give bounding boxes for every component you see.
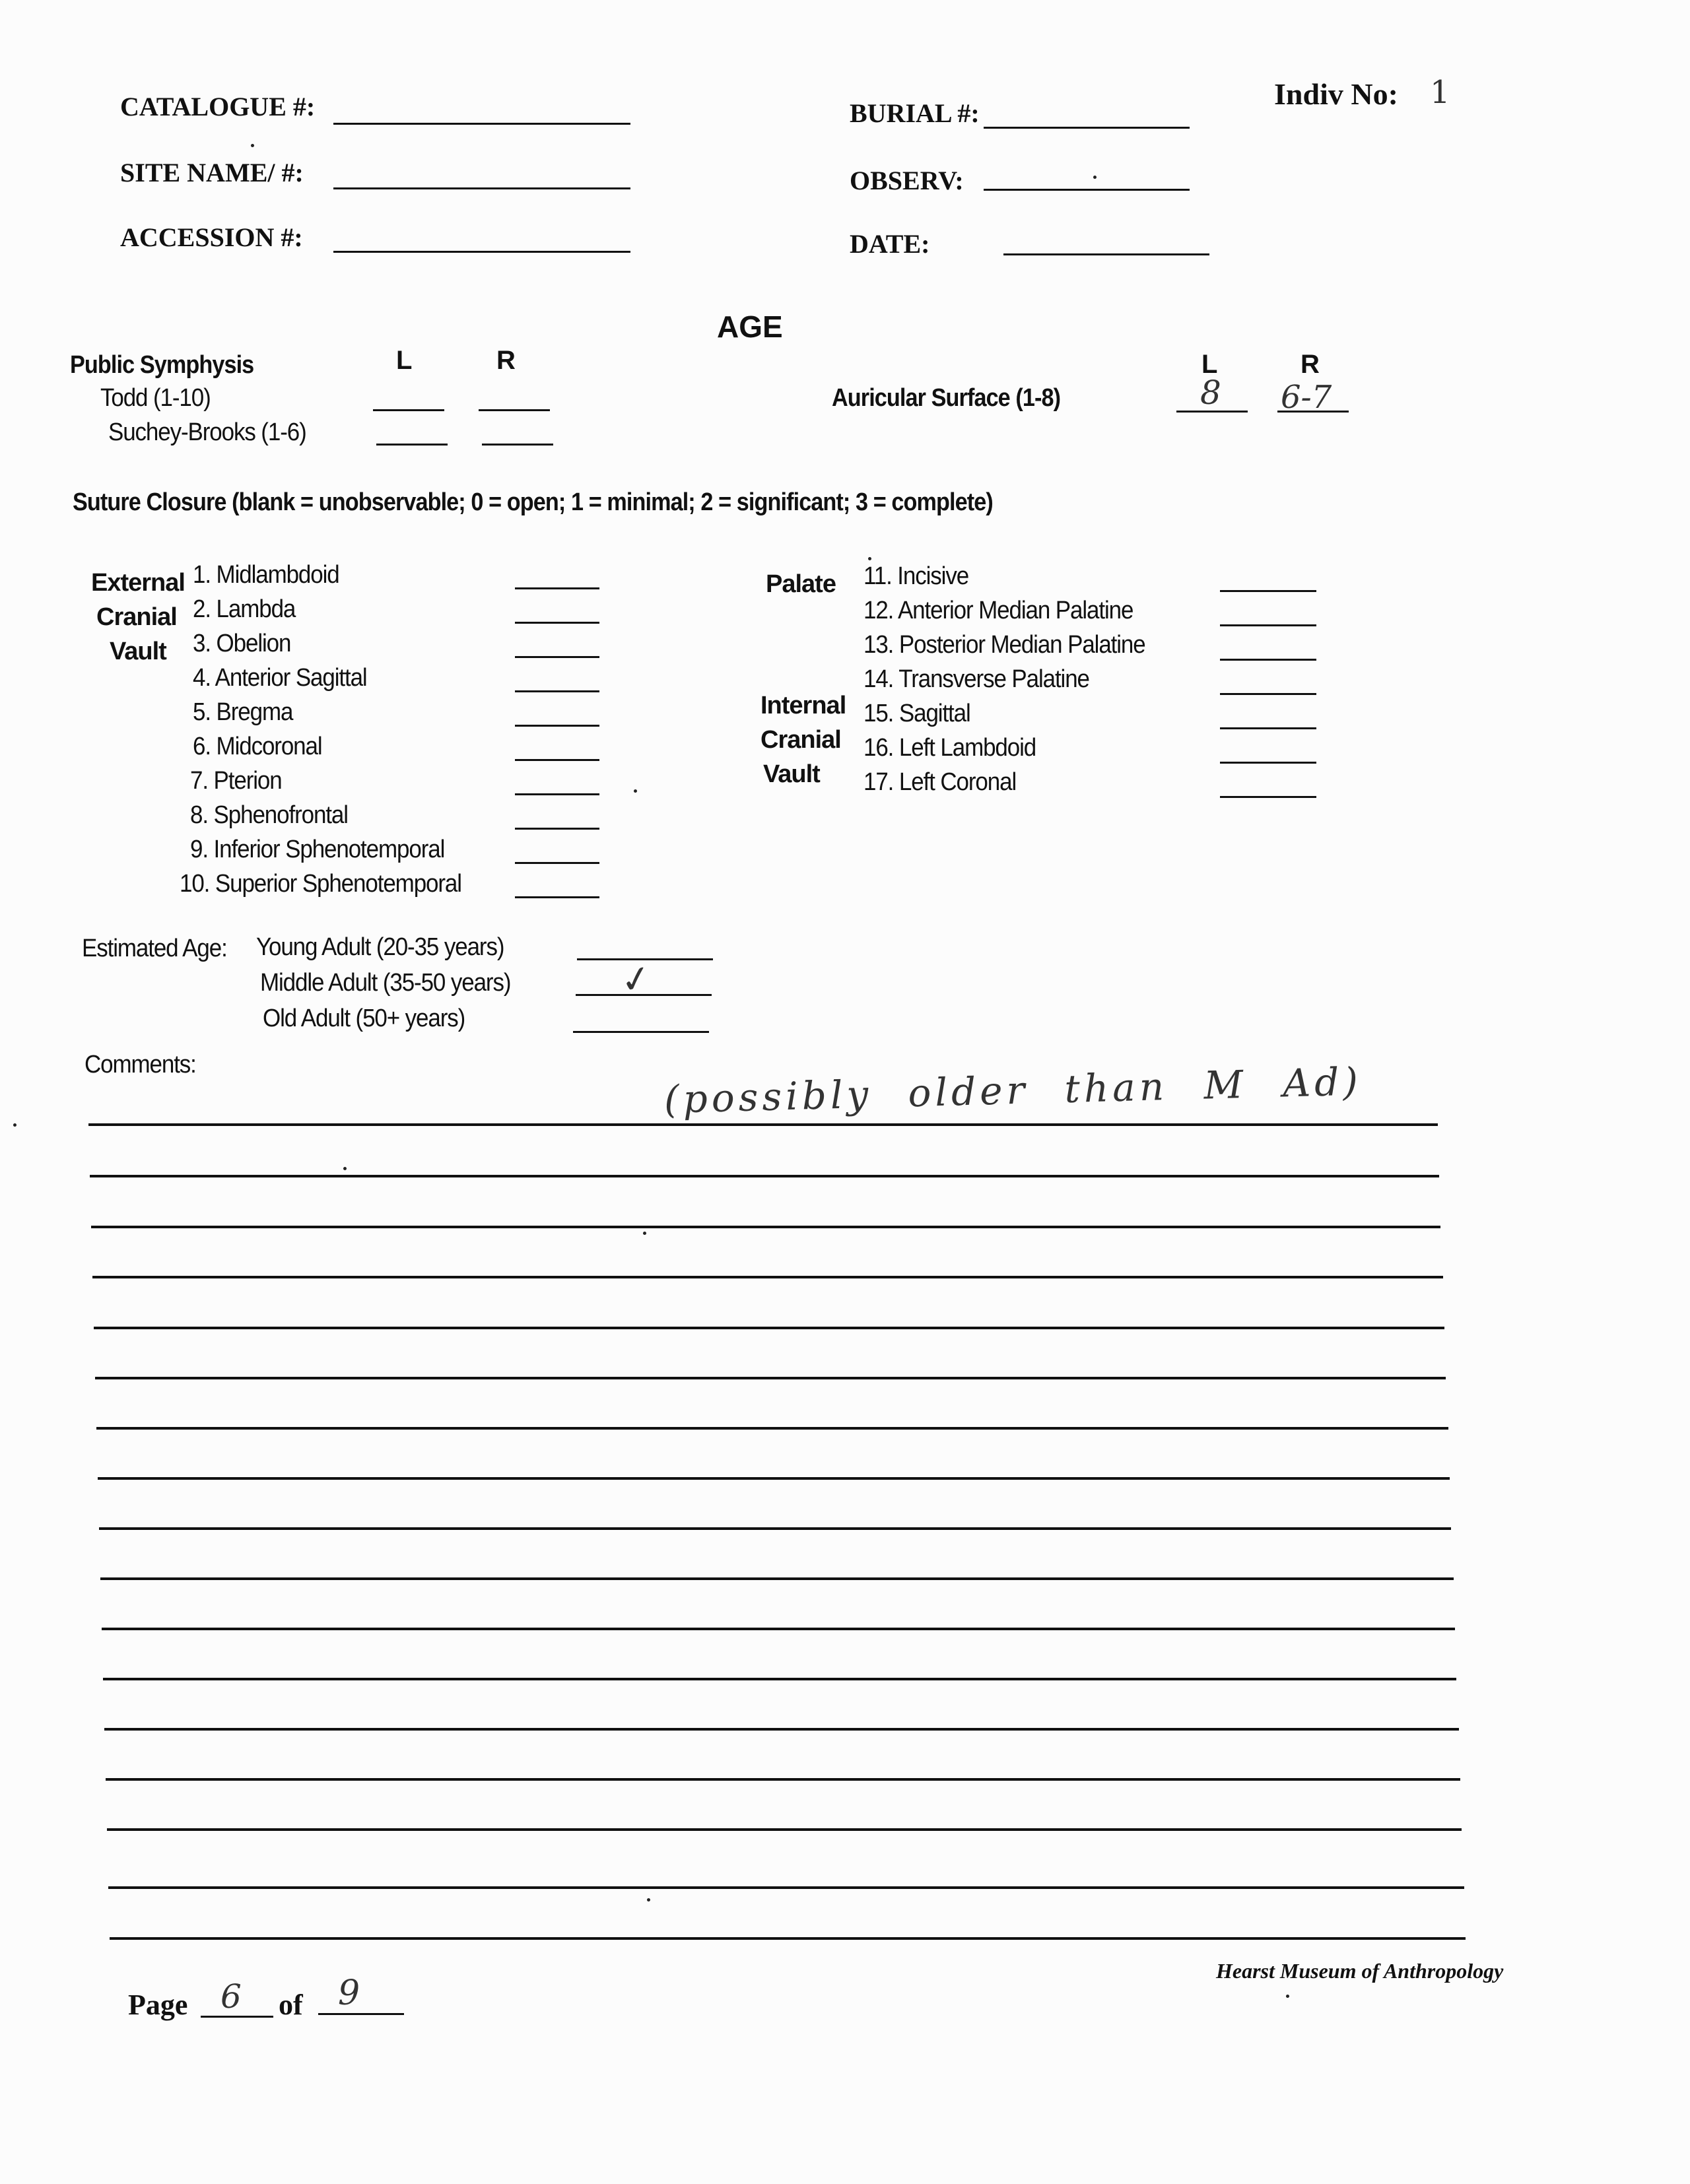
scan-speck (1093, 176, 1097, 179)
suture-5-field[interactable] (515, 725, 599, 727)
catalogue-field[interactable] (333, 123, 630, 125)
page-number-value: 6 (220, 1977, 242, 2016)
site-name-label: SITE NAME/ #: (120, 158, 304, 187)
suture-13-field[interactable] (1220, 659, 1316, 661)
suture-3-field[interactable] (515, 656, 599, 658)
auricular-l-value: 8 (1200, 374, 1221, 412)
todd-l-field[interactable] (373, 409, 444, 411)
comment-line[interactable] (92, 1276, 1443, 1278)
suture-item-13: 13. Posterior Median Palatine (863, 631, 1145, 659)
auricular-col-l: L (1201, 350, 1218, 379)
catalogue-label: CATALOGUE #: (120, 92, 316, 121)
suture-9-field[interactable] (515, 862, 599, 864)
scan-speck (868, 557, 871, 560)
scan-speck (643, 1232, 646, 1235)
suture-item-8: 8. Sphenofrontal (190, 801, 348, 829)
indiv-no-value: 1 (1430, 74, 1450, 111)
burial-field[interactable] (984, 127, 1190, 129)
comment-line[interactable] (108, 1886, 1464, 1889)
comment-line[interactable] (96, 1427, 1448, 1430)
suture-6-field[interactable] (515, 759, 599, 761)
comment-line[interactable] (107, 1828, 1462, 1831)
suture-12-field[interactable] (1220, 624, 1316, 626)
suture-item-11: 11. Incisive (863, 562, 969, 590)
scan-speck (647, 1898, 650, 1902)
comment-line[interactable] (100, 1577, 1454, 1580)
date-label: DATE: (850, 229, 930, 259)
external-label: External (91, 569, 185, 597)
suture-item-12: 12. Anterior Median Palatine (863, 597, 1133, 624)
suture-item-9: 9. Inferior Sphenotemporal (190, 836, 445, 863)
palate-label: Palate (766, 570, 836, 598)
suture-7-field[interactable] (515, 793, 599, 795)
comment-handwritten: (possibly older than M Ad) (663, 1059, 1363, 1122)
suture-8-field[interactable] (515, 828, 599, 830)
pubic-col-r: R (496, 346, 516, 375)
todd-r-field[interactable] (479, 409, 550, 411)
young-adult-option: Young Adult (20-35 years) (256, 933, 504, 961)
old-adult-option: Old Adult (50+ years) (263, 1005, 465, 1032)
middle-adult-option: Middle Adult (35-50 years) (260, 969, 511, 997)
museum-name: Hearst Museum of Anthropology (1216, 1959, 1504, 1983)
suchey-r-field[interactable] (482, 444, 553, 446)
comment-line[interactable] (98, 1477, 1450, 1480)
suture-closure-heading: Suture Closure (blank = unobservable; 0 = open; 1 = minimal; 2 = significant; 3 = complete) (73, 488, 993, 516)
comment-line[interactable] (102, 1628, 1455, 1630)
suture-11-field[interactable] (1220, 590, 1316, 592)
comments-label: Comments: (84, 1051, 196, 1078)
burial-label: BURIAL #: (850, 98, 980, 128)
scan-speck (343, 1167, 347, 1170)
comment-line[interactable] (88, 1123, 1438, 1126)
site-name-field[interactable] (333, 187, 630, 189)
pubic-symphysis-label: Public Symphysis (70, 351, 254, 379)
date-field[interactable] (1003, 253, 1209, 255)
comment-line[interactable] (104, 1728, 1459, 1731)
observ-label: OBSERV: (850, 166, 964, 195)
suture-17-field[interactable] (1220, 796, 1316, 798)
suture-2-field[interactable] (515, 622, 599, 624)
suture-item-7: 7. Pterion (190, 767, 282, 795)
cranial-label: Cranial (96, 603, 177, 631)
internal-label: Internal (760, 692, 846, 719)
comment-line[interactable] (90, 1175, 1439, 1177)
todd-label: Todd (1-10) (100, 384, 211, 412)
suture-item-6: 6. Midcoronal (193, 733, 322, 760)
of-label: of (279, 1989, 303, 2021)
suture-14-field[interactable] (1220, 693, 1316, 695)
page-number-field[interactable] (201, 2016, 273, 2018)
suture-item-10: 10. Superior Sphenotemporal (180, 870, 461, 898)
comment-line[interactable] (110, 1937, 1466, 1940)
auricular-surface-label: Auricular Surface (1-8) (832, 384, 1061, 412)
suchey-brooks-label: Suchey-Brooks (1-6) (108, 418, 306, 446)
suture-15-field[interactable] (1220, 727, 1316, 729)
scan-speck (251, 144, 254, 147)
accession-label: ACCESSION #: (120, 222, 303, 252)
auricular-r-value: 6-7 (1281, 379, 1332, 416)
suchey-l-field[interactable] (376, 444, 448, 446)
comment-line[interactable] (95, 1377, 1446, 1379)
suture-item-3: 3. Obelion (193, 630, 291, 657)
vault-label: Vault (110, 638, 166, 665)
suture-10-field[interactable] (515, 896, 599, 898)
suture-item-16: 16. Left Lambdoid (863, 734, 1036, 762)
comment-line[interactable] (106, 1778, 1460, 1781)
suture-item-2: 2. Lambda (193, 595, 296, 623)
page-label: Page (128, 1989, 188, 2021)
suture-item-14: 14. Transverse Palatine (863, 665, 1089, 693)
suture-1-field[interactable] (515, 587, 599, 589)
indiv-no-label: Indiv No: (1274, 77, 1398, 111)
suture-item-1: 1. Midlambdoid (193, 561, 339, 589)
scan-speck (1286, 1995, 1289, 1998)
comment-line[interactable] (103, 1678, 1456, 1680)
auricular-col-r: R (1301, 350, 1320, 379)
page-total-value: 9 (338, 1973, 360, 2013)
internal-vault-label: Vault (763, 760, 820, 788)
observ-field[interactable] (984, 189, 1190, 191)
scan-speck (13, 1123, 17, 1127)
age-title: AGE (717, 310, 783, 344)
middle-adult-checkmark: ✓ (617, 956, 656, 1004)
suture-item-4: 4. Anterior Sagittal (193, 664, 367, 692)
comment-line[interactable] (94, 1327, 1444, 1329)
old-adult-field[interactable] (573, 1031, 709, 1033)
accession-field[interactable] (333, 251, 630, 253)
suture-16-field[interactable] (1220, 762, 1316, 764)
page-total-field[interactable] (318, 2013, 404, 2015)
suture-item-15: 15. Sagittal (863, 700, 970, 727)
suture-item-5: 5. Bregma (193, 698, 293, 726)
scan-speck (634, 789, 637, 793)
pubic-col-l: L (396, 346, 413, 375)
suture-4-field[interactable] (515, 690, 599, 692)
estimated-age-label: Estimated Age: (82, 935, 227, 962)
internal-cranial-label: Cranial (760, 726, 841, 754)
suture-item-17: 17. Left Coronal (863, 768, 1017, 796)
comment-line[interactable] (91, 1226, 1440, 1228)
comment-line[interactable] (99, 1527, 1451, 1530)
